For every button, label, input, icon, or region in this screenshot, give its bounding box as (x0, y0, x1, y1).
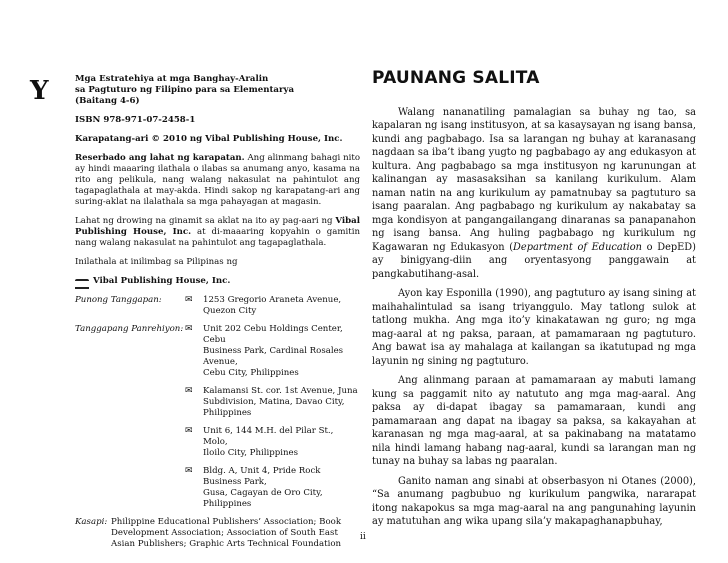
address-line: Cebu City, Philippines (203, 368, 299, 378)
foreword-paragraph-1 (372, 106, 696, 282)
rights-reserved-lead: Reserbado ang lahat ng karapatan. (75, 153, 245, 163)
office-address (197, 466, 360, 510)
office-address (197, 386, 360, 419)
address-line: Business Park, Cardinal Rosales Avenue, (203, 346, 344, 367)
office-regional (75, 324, 360, 379)
address-line: Quezon City (203, 306, 257, 316)
address-line: Subdivision, Matina, Davao City, (203, 397, 345, 407)
office-main (75, 295, 360, 317)
drawing-text-b: at di-maaaring kopyahin o gamitin nang walang nakasulat na pahintulot ang tagapaglathala. (75, 227, 360, 248)
publisher-logo: Υ (30, 76, 49, 106)
envelope-icon: ✉ (185, 386, 193, 396)
memberships-text: Philippine Educational Publishers’ Association; Book Development Association; Association of South East Asian Publishers; Graphic Arts Technical Foundation (111, 517, 342, 549)
printed-by: Inilathala at inilimbag sa Pilipinas ng (75, 257, 238, 267)
rights-reserved (75, 153, 360, 208)
memberships-label: Kasapi: (75, 517, 108, 527)
office-davao (75, 386, 360, 419)
italic-term: Department of Education (513, 241, 642, 253)
address-line: Philippines (203, 408, 252, 418)
title-line: sa Pagtuturo ng Filipino para sa Elementarya (75, 85, 295, 95)
publisher-line (75, 276, 360, 287)
address-line: Unit 202 Cebu Holdings Center, Cebu (203, 324, 343, 345)
foreword-heading: PAUNANG SALITA (372, 68, 540, 88)
office-label (75, 466, 185, 510)
rights-reserved-text: Ang alinmang bahagi nito ay hindi maaaring ilathala o ilabas sa anumang anyo, kasama na rito ang pelikula, nang walang nakasulat na pahintulot ang tagapaglathala at may-akda. Hindi sakop ng karapatang-ari ang suring-aklat na ilalathala sa mga pahayagan at magasin. (75, 153, 361, 207)
address-line: Bldg. A, Unit 4, Pride Rock Business Park, (203, 466, 321, 487)
office-cdo (75, 466, 360, 510)
office-label: Tanggapang Panrehiyon: (75, 324, 184, 334)
title-line: (Baitang 4-6) (75, 96, 140, 106)
envelope-icon: ✉ (185, 295, 193, 305)
foreword-paragraph-2: Ayon kay Esponilla (1990), ang pagtuturo ay isang sining at maihahalintulad sa isang triyanggulo. May tatlong sulok at tatlong mukha. Ang mga ito’y kinakatawan ng guro; ng mga mag-aaral at ng paksa, paraan, at pamamaraan ng pagtuturo. Ang bawat isa ay mahalaga at kailangan sa ikatutupad ng mga layunin ng sining ng pagtuturo. (372, 288, 696, 367)
paragraph-text: o DepED) ay binigyang-diin ang oryentasyong panggawain at pangkabutihang-asal. (372, 241, 696, 280)
copyright-page (75, 74, 360, 550)
foreword (372, 68, 696, 535)
book-title (75, 74, 360, 107)
drawing-notice (75, 216, 360, 249)
isbn: ISBN 978-971-07-2458-1 (75, 115, 196, 125)
address-line: 1253 Gregorio Araneta Avenue, (203, 295, 342, 305)
address-line: Iloilo City, Philippines (203, 448, 299, 458)
address-line: Unit 6, 144 M.H. del Pilar St., Molo, (203, 426, 334, 447)
address-line: Kalamansi St. cor. 1st Avenue, Juna (203, 386, 358, 396)
envelope-icon: ✉ (185, 426, 193, 436)
drawing-publisher: Vibal Publishing House, Inc. (75, 216, 360, 237)
office-iloilo (75, 426, 360, 459)
office-label (75, 426, 185, 459)
page-number: ii (360, 532, 366, 542)
office-label: Punong Tanggapan: (75, 295, 162, 305)
book-logo-icon (75, 277, 89, 287)
paragraph-text: Walang nananatiling pamalagian sa buhay ng tao, sa kapalaran ng isang institusyon, at sa kasaysayan ng isang bansa, kundi ang pagbabago. Isa sa larangan ng buhay at karanasang nagdaan sa iba’t ibang yugto ng pagbabago ay ang edukasyon at kultura. Ang pagbabago sa mga institusyon ng karunungan at kalinangan ay masasaksihan sa kanilang kurikulum. Alam naman natin na ang kurikulum ay pamatnubay sa pagtuturo sa isang paaralan. Ang pagbabago ng kurikulum ay nakabatay sa mga kondisyon at pangangailangang dinaranas sa panapanahon ng isang bansa. Ang huling pagbabago ng kurikulum ng Kagawaran ng Edukasyon ( (372, 106, 696, 253)
copyright-notice: Karapatang-ari © 2010 ng Vibal Publishing House, Inc. (75, 134, 343, 144)
drawing-text-a: Lahat ng drowing na ginamit sa aklat na ito ay pag-aari ng (75, 216, 336, 226)
title-line: Mga Estratehiya at mga Banghay-Aralin (75, 74, 269, 84)
foreword-paragraph-4: Ganito naman ang sinabi at obserbasyon ni Otanes (2000), “Sa anumang pagbubuo ng kurikulum pangwika, nararapat itong nakapokus sa mga mag-aaral na ang pangunahing layunin ay matutuhan ang wika upang sila’y makapaghanapbuhay, (372, 475, 696, 527)
office-address (197, 295, 360, 317)
address-line: Gusa, Cagayan de Oro City, Philippines (203, 488, 323, 509)
office-address (197, 324, 360, 379)
envelope-icon: ✉ (185, 466, 193, 476)
office-label (75, 386, 185, 419)
envelope-icon: ✉ (185, 324, 193, 334)
office-address (197, 426, 360, 459)
memberships (75, 517, 360, 550)
publisher-name: Vibal Publishing House, Inc. (93, 276, 231, 286)
foreword-paragraph-3: Ang alinmang paraan at pamamaraan ay mabuti lamang kung sa paggamit nito ay natututo ang mga mag-aaral. Ang paksa ay di-dapat ibagay sa pamamaraan, kundi ang pamamaraan ang dapat na ibagay sa paksa, sa kakayahan at karanasan ng mga mag-aaral, at sa pakinabang na matatamo nila hindi lamang habang nag-aaral, kundi sa larangan man ng tunay na buhay sa labas ng paaralan. (372, 375, 696, 467)
